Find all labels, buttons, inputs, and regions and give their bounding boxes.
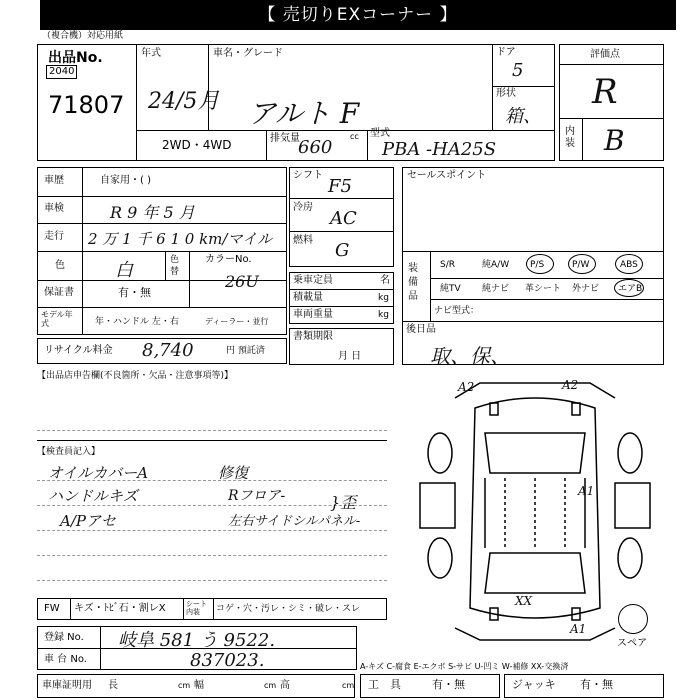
car-name-value: アルト F <box>248 97 360 130</box>
ac-value: AC <box>330 208 357 229</box>
lot-number: 71807 <box>48 91 125 119</box>
recycle-value: 8,740 <box>142 340 194 361</box>
registration-label: 登録 No. <box>44 632 84 643</box>
car-name-label: 車名・グレード <box>213 48 283 59</box>
warranty-label: 保証書 <box>44 287 74 298</box>
equip-navi: 純ナビ <box>482 284 510 294</box>
spare-label: スペア <box>617 638 647 649</box>
circle-airbag <box>614 279 644 297</box>
equip-tv: 純TV <box>440 284 461 294</box>
banner-title: 【 売切りEXコーナー 】 <box>40 0 676 30</box>
after-items-value: 取、保、 <box>430 344 510 368</box>
docs-expiry-unit: 月 日 <box>338 351 362 362</box>
equip-sr: S/R <box>440 260 455 270</box>
garage-cert-length: 長 <box>108 680 118 691</box>
history-label: 車歴 <box>44 175 64 186</box>
circle-pw <box>568 254 596 274</box>
fuel-value: G <box>335 240 350 261</box>
lot-stamp: 2040 <box>46 65 77 79</box>
recycle-unit: 円 預託済 <box>226 346 265 356</box>
docs-expiry-label: 書類期限 <box>293 331 333 342</box>
mark-a1-side: A1 <box>578 484 595 498</box>
mileage-value: 2 万 1 千 6 1 0 km/マイル <box>88 230 273 248</box>
equip-ps: P/S <box>530 260 545 270</box>
note-right-1: 修復 <box>218 464 249 482</box>
equip-pw: P/W <box>572 260 590 270</box>
model-mfr-options: 年・ハンドル 左・右 <box>95 317 179 327</box>
rating-value: R <box>592 72 618 112</box>
shape-label: 形状 <box>496 88 516 99</box>
history-value: 自家用・( ) <box>100 175 151 186</box>
equip-leather: 革シート <box>525 284 562 294</box>
color-no-value: 26U <box>225 272 259 291</box>
equip-abs: ABS <box>620 260 638 270</box>
model-year-value: 24/5月 <box>148 89 220 114</box>
report-label: 【出品店申告欄(不良箇所・欠品・注意事項等)】 <box>37 371 234 381</box>
tools-value: 有・無 <box>432 678 465 691</box>
inspection-value: R 9 年 5 月 <box>110 203 195 222</box>
mileage-label: 走行 <box>44 231 64 242</box>
displacement-unit: cc <box>350 132 359 141</box>
lot-label: 出品No. <box>48 50 103 66</box>
mark-a2-right: A2 <box>562 378 579 392</box>
weight-unit: kg <box>378 310 389 320</box>
garage-cert-unit-2: cm <box>264 681 277 690</box>
shift-value: F5 <box>328 176 352 197</box>
color-no-label: カラーNo. <box>205 254 252 265</box>
load-label: 積載量 <box>293 292 323 303</box>
shift-label: シフト <box>293 170 323 181</box>
sales-point-label: セールスポイント <box>407 170 487 181</box>
navi-type-label: ナビ型式： <box>434 306 480 316</box>
after-items-label: 後日品 <box>406 324 436 335</box>
load-unit: kg <box>378 293 389 303</box>
legend-seat: シート内装 <box>186 600 207 616</box>
equip-airbag: エアB <box>618 284 643 294</box>
color-change-label: 色替 <box>170 255 180 277</box>
tools-label: 工 具 <box>368 678 401 691</box>
doors-value: 5 <box>512 60 524 81</box>
fuel-label: 燃料 <box>293 235 313 246</box>
equip-aw: 純A/W <box>482 260 510 270</box>
chassis-label: 車 台 No. <box>44 654 87 665</box>
note-suffix: }歪 <box>330 493 357 512</box>
mark-a1-rear: A1 <box>570 622 587 636</box>
garage-cert-label: 車庫証明用 <box>42 680 92 691</box>
jack-label: ジャッキ <box>512 678 556 691</box>
legend-seat-items: コゲ・穴・汚レ・シミ・破レ・スレ <box>216 604 361 614</box>
equipment-label: 装備品 <box>408 263 418 302</box>
interior-label: 内装 <box>565 126 575 149</box>
garage-cert-height: 高 <box>280 680 290 691</box>
legend-items: キズ・ﾄﾋﾞ石・割レX <box>74 603 166 614</box>
note-right-2: Rフロア- <box>228 488 286 504</box>
inspector-label: 【検査員記入】 <box>37 447 101 457</box>
doors-label: ドア <box>496 47 516 58</box>
capacity-unit: 名 <box>380 275 390 286</box>
color-label: 色 <box>55 260 65 271</box>
recycle-label: リサイクル料金 <box>44 345 113 356</box>
garage-cert-width: 幅 <box>194 680 204 691</box>
warranty-value: 有・無 <box>118 286 151 299</box>
spare-tire-icon <box>618 604 648 634</box>
circle-abs <box>615 254 643 274</box>
model-mfr-label: モデル年式 <box>41 310 73 328</box>
circle-ps <box>526 254 554 274</box>
model-year-label: 年式 <box>141 48 161 59</box>
color-value: 白 <box>115 260 133 281</box>
equip-ext-navi: 外ナビ <box>572 284 600 294</box>
weight-label: 車両重量 <box>293 309 333 320</box>
note-left-2: ハンドルキズ <box>48 487 138 505</box>
jack-value: 有・無 <box>580 678 613 691</box>
note-left-1: オイルカバーA <box>48 464 149 482</box>
mark-xx: XX <box>515 594 533 608</box>
note-right-3: 左右サイドシルパネル- <box>228 514 361 529</box>
garage-cert-unit-1: cm <box>178 681 191 690</box>
shape-value: 箱、 <box>505 106 541 127</box>
model-mfr-dealer: ディーラー・並行 <box>205 317 269 326</box>
displacement-value: 660 <box>298 137 333 158</box>
interior-value: B <box>604 124 625 157</box>
registration-value: 岐阜 581 う 9522. <box>118 630 276 651</box>
mark-a2-left: A2 <box>458 380 475 394</box>
sub-header: （複合機）対応用紙 <box>42 31 124 41</box>
drive-options: 2WD・4WD <box>162 138 232 152</box>
garage-cert-unit-3: cm <box>342 681 355 690</box>
model-code-value: PBA -HA25S <box>382 139 497 160</box>
damage-legend: A-キズ C-腐食 E-エクボ S-サビ U-凹ミ W-補修 XX-交換済 <box>360 662 569 671</box>
ac-label: 冷房 <box>293 202 313 213</box>
displacement-label: 排気量 <box>270 133 300 144</box>
note-left-3: A/Pアセ <box>60 512 116 530</box>
model-code-label: 型式 <box>370 128 390 139</box>
inspection-label: 車検 <box>44 203 64 214</box>
legend-fw: FW <box>44 603 60 614</box>
rating-label: 評価点 <box>590 49 620 60</box>
capacity-label: 乗車定員 <box>293 275 333 286</box>
chassis-value: 837023. <box>190 650 265 671</box>
